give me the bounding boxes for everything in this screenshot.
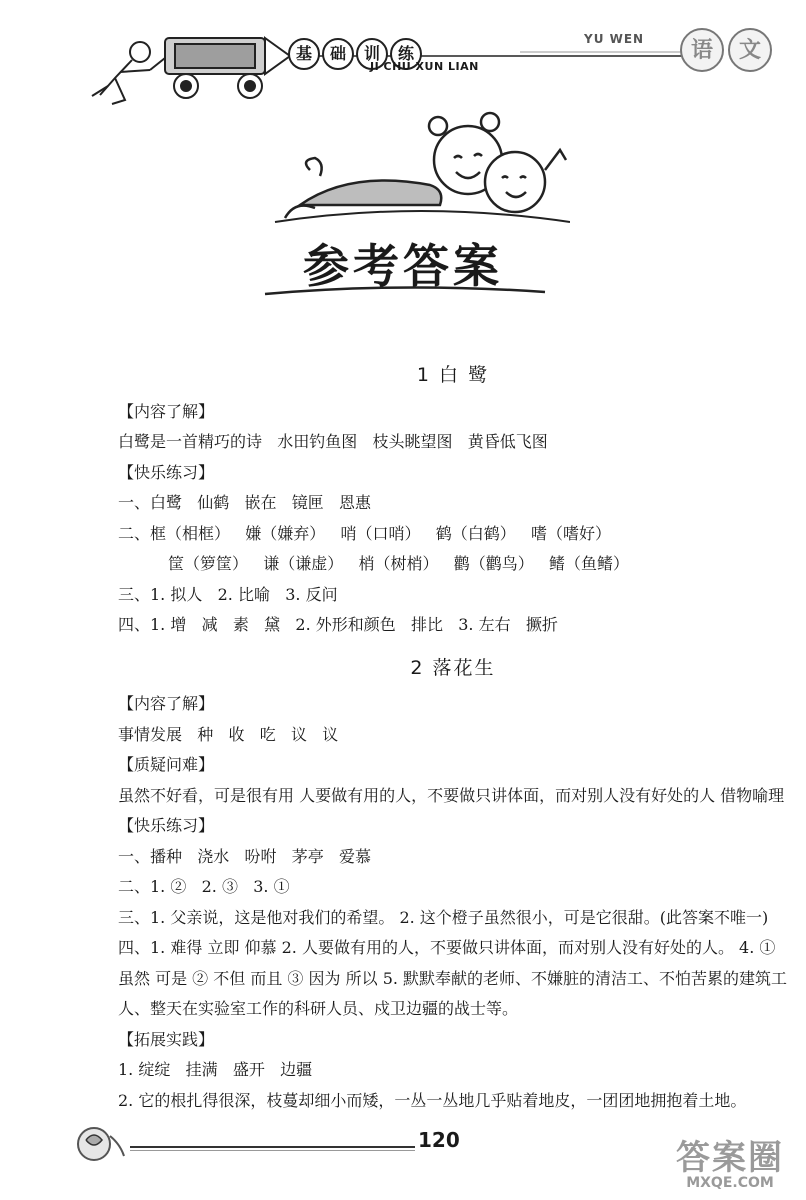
answer-line: 二、框（相框） 嫌（嫌弃） 哨（口哨） 鹤（白鹤） 嗜（嗜好） — [118, 523, 612, 543]
footer-rule-thin — [130, 1150, 415, 1151]
answer-line: 白鹭是一首精巧的诗 水田钓鱼图 枝头眺望图 黄昏低飞图 — [118, 432, 548, 451]
answer-line: 事情发展 种 收 吃 议 议 — [118, 724, 339, 744]
answer-line: 1. 绽绽 挂满 盛开 边疆 — [118, 1060, 313, 1079]
answer-line: 一、白鹭 仙鹤 嵌在 镜匣 恩惠 — [118, 493, 372, 512]
section-heading: 【质疑问难】 — [118, 755, 215, 774]
page-number: 120 — [418, 1128, 460, 1152]
header-title-char: 基 — [288, 38, 320, 70]
section-heading: 【内容了解】 — [118, 401, 215, 421]
header-subject-cn — [680, 28, 772, 72]
boy-pushing-cart-icon — [92, 38, 290, 104]
page-header — [0, 0, 806, 110]
page-title: 参考答案 — [303, 239, 503, 293]
title-swoosh-decoration — [260, 280, 550, 300]
answer-line: 筐（箩筐） 谦（谦虚） 梢（树梢） 鹳（鹳鸟） 鳍（鱼鳍） — [168, 554, 630, 573]
subject-char: 文 — [728, 28, 772, 72]
header-title-char: 训 — [356, 38, 388, 70]
footer-rule — [130, 1146, 415, 1148]
answer-line: 三、1. 父亲说，这是他对我们的希望。 2. 这个橙子虽然很小，可是它很甜。(此答案不唯一) — [118, 907, 769, 927]
header-pinyin: JI CHU XUN LIAN — [370, 60, 479, 73]
answer-content — [118, 360, 788, 1116]
subject-char: 语 — [680, 28, 724, 72]
answer-paragraph: 虽然不好看，可是很有用 人要做有用的人，不要做只讲体面，而对别人没有好处的人 借物喻理 — [118, 785, 785, 805]
watermark-logo — [665, 1130, 795, 1191]
answer-line: 四、1. 增 减 素 黛 2. 外形和颜色 排比 3. 左右 撅折 — [118, 615, 558, 634]
footer-decoration-icon — [72, 1118, 132, 1168]
watermark-url: MXQE.COM — [686, 1175, 774, 1191]
section-heading: 【快乐练习】 — [118, 816, 215, 835]
answer-paragraph: 2. 它的根扎得很深，枝蔓却细小而矮，一丛一丛地几乎贴着地皮，一团团地拥抱着土地。 — [118, 1090, 747, 1110]
lesson-title: 1 白 鹭 — [416, 364, 490, 386]
kids-illustration-icon — [270, 110, 570, 230]
page-footer — [0, 1110, 806, 1200]
header-title-char: 础 — [322, 38, 354, 70]
section-heading: 【快乐练习】 — [118, 462, 215, 482]
answer-line: 一、播种 浇水 吩咐 茅亭 爱慕 — [118, 846, 372, 866]
answer-line: 二、1. ② 2. ③ 3. ① — [118, 877, 290, 896]
header-title-char: 练 — [390, 38, 422, 70]
watermark-text: 答案圈 — [676, 1138, 784, 1178]
header-subject-en: YU WEN — [584, 32, 645, 46]
section-heading: 【内容了解】 — [118, 694, 215, 713]
answer-line: 三、1. 拟人 2. 比喻 3. 反问 — [118, 584, 338, 604]
lesson-title: 2 落花生 — [410, 656, 496, 679]
section-heading: 【拓展实践】 — [118, 1029, 215, 1049]
answer-paragraph: 四、1. 难得 立即 仰慕 2. 人要做有用的人，不要做只讲体面，而对别人没有好处的人。 4. ① 虽然 可是 ② 不但 而且 ③ 因为 所以 5. 默默奉献的老师、不嫌脏的清洁工、不怕苦累的建筑工人、整天在实验室工作的科研人员、戍卫边疆的战士等。 — [118, 938, 788, 1018]
